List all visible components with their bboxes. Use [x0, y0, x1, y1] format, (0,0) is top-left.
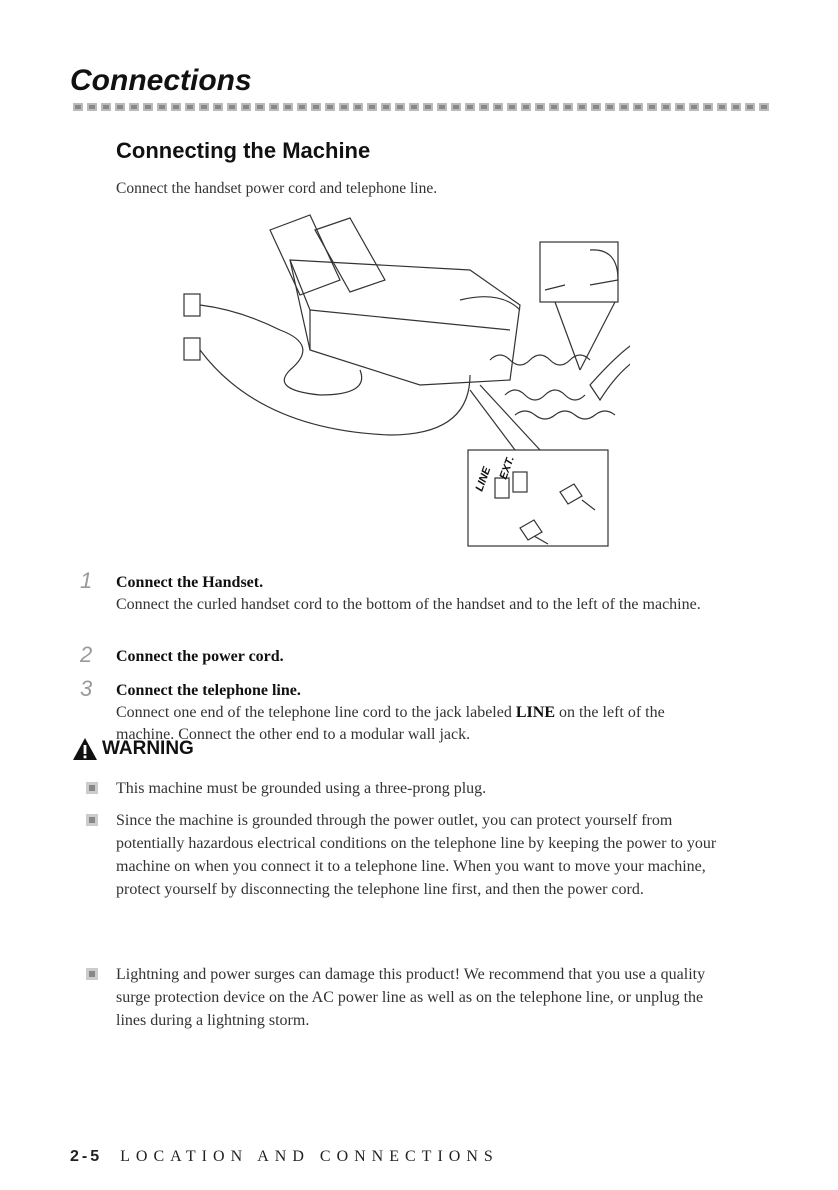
chapter-title: Connections [70, 64, 252, 97]
step-1 [80, 568, 726, 616]
warning-heading [72, 737, 194, 761]
warning-title: WARNING [102, 738, 194, 759]
bullet-icon [86, 782, 98, 794]
step-number: 2 [80, 642, 93, 667]
jack-label-ext: EXT. [497, 454, 517, 482]
step-body: Connect one end of the telephone line cord to the jack labeled LINE on the left of the machine. Connect the other end to a modular wall jack. [116, 704, 665, 743]
step-title: Connect the Handset. [116, 574, 264, 591]
section-title: Connecting the Machine [116, 138, 371, 163]
decorative-rule [72, 101, 772, 113]
step-body: Connect the curled handset cord to the bottom of the handset and to the left of the machine. [116, 596, 701, 613]
step-3 [80, 676, 726, 746]
jack-label-line: LINE [473, 465, 494, 494]
bullet-icon [86, 814, 98, 826]
step-number: 1 [80, 568, 93, 593]
footer-chapter-name: LOCATION AND CONNECTIONS [120, 1148, 499, 1165]
intro-text: Connect the handset power cord and telephone line. [116, 180, 438, 197]
warning-triangle-icon [72, 737, 98, 761]
warning-item: This machine must be grounded using a three-prong plug. [116, 777, 728, 800]
warning-item: Since the machine is grounded through the power outlet, you can protect yourself from potentially hazardous electrical conditions on the telephone line by keeping the power to your machine on when you connect it to a telephone line. When you want to move your machine, protect yourself by disconnecting the telephone line first, and then the power cord. [116, 809, 728, 901]
bullet-icon [86, 968, 98, 980]
step-number: 3 [80, 676, 93, 701]
step-title: Connect the power cord. [116, 648, 284, 665]
warning-item: Lightning and power surges can damage this product! We recommend that you use a quality surge protection device on the AC power line as well as on the telephone line, or unplug the lines during a lightning storm. [116, 963, 728, 1032]
connection-illustration [170, 210, 630, 550]
page-number: 2-5 [70, 1148, 103, 1165]
page-footer [70, 1148, 499, 1166]
step-2 [80, 642, 726, 668]
step-title: Connect the telephone line. [116, 682, 301, 699]
